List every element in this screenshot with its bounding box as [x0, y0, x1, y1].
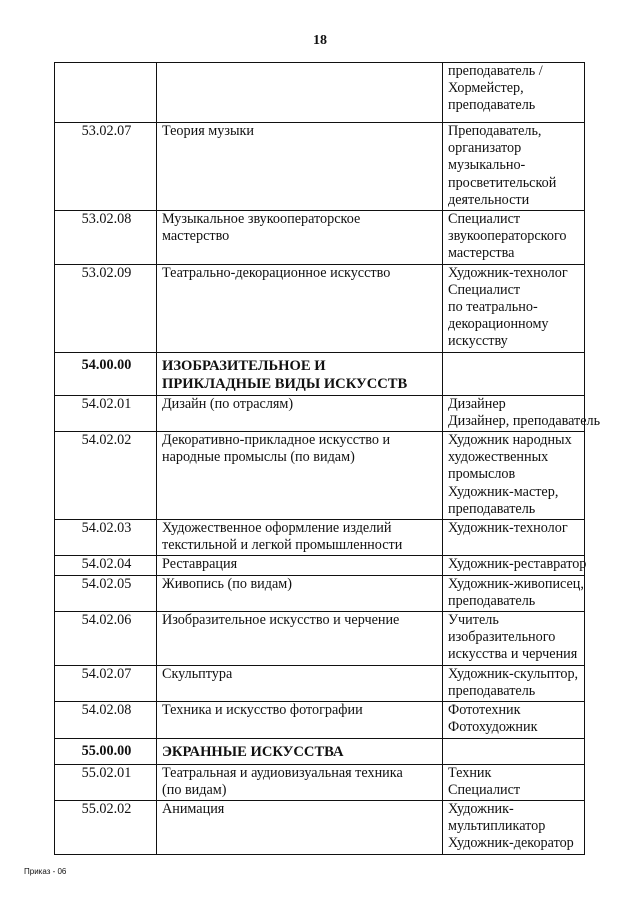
specialty-name-cell	[157, 702, 443, 738]
specialty-name-cell	[157, 432, 443, 520]
qualification-line: деятельности	[448, 191, 530, 208]
qualification-line: Художник-скульптор,	[448, 665, 579, 682]
qualification-cell	[443, 432, 585, 520]
specialty-name-line: (по видам)	[162, 781, 227, 798]
specialty-name-cell	[157, 612, 443, 666]
qualification-line: мастерства	[448, 245, 515, 262]
table-row	[55, 764, 585, 800]
qualification-line: Преподаватель,	[448, 123, 542, 139]
specialty-name-line: Техника и искусство фотографии	[162, 702, 363, 719]
specialty-code-cell: 53.02.08	[55, 211, 157, 265]
qualification-line: по театрально-	[448, 299, 538, 316]
specialty-name-line: Теория музыки	[162, 123, 254, 139]
qualification-line: Художник-реставратор	[448, 556, 587, 573]
qualification-cell	[443, 211, 585, 265]
specialty-code-cell: 54.02.01	[55, 395, 157, 431]
qualification-line: Фототехник	[448, 702, 521, 719]
table-row	[55, 211, 585, 265]
specialty-name-line: мастерство	[162, 228, 230, 245]
qualification-cell	[443, 395, 601, 431]
table-row	[55, 702, 585, 738]
specialty-name-cell	[157, 800, 443, 854]
qualification-cell	[443, 123, 585, 211]
table-group-row	[55, 352, 585, 395]
qualification-cell	[443, 612, 585, 666]
specialty-code-cell: 55.00.00	[55, 738, 157, 764]
specialty-name-cell	[157, 211, 443, 265]
qualification-line: Художник-технолог	[448, 520, 568, 537]
qualification-cell	[443, 556, 585, 575]
specialty-name-cell	[157, 352, 443, 395]
specialty-name-cell	[157, 665, 443, 701]
specialty-name-cell	[157, 264, 443, 352]
table-row	[55, 665, 585, 701]
qualification-line: Художник-	[448, 800, 514, 817]
qualification-line: Художник-декоратор	[448, 835, 574, 852]
specialty-name-line: Художественное оформление изделий	[162, 520, 392, 537]
qualification-line: преподаватель	[448, 500, 536, 517]
specialty-code-cell: 55.02.02	[55, 800, 157, 854]
specialty-name-line: Анимация	[162, 800, 225, 817]
page-number: 18	[313, 33, 327, 48]
specialty-name-cell	[157, 63, 443, 123]
qualification-line: Техник	[448, 764, 492, 781]
qualification-cell	[443, 764, 585, 800]
qualification-line: Художник-технолог	[448, 264, 568, 281]
qualification-line: Художник-живописец,	[448, 575, 584, 592]
specialty-name-line: Изобразительное искусство и черчение	[162, 612, 400, 629]
specialty-code-cell: 54.02.02	[55, 432, 157, 520]
qualification-line: мультипликатор	[448, 818, 546, 835]
qualification-line: художественных	[448, 449, 549, 466]
table-row	[55, 63, 585, 123]
specialty-code-cell: 53.02.07	[55, 123, 157, 211]
qualification-cell	[443, 63, 585, 123]
specialty-name-cell	[157, 395, 443, 431]
specialty-code-cell: 53.02.09	[55, 264, 157, 352]
qualification-cell	[443, 738, 585, 764]
qualification-cell	[443, 575, 585, 611]
specialty-name-cell	[157, 556, 443, 575]
qualification-line: Специалист	[448, 211, 521, 228]
table-row	[55, 123, 585, 211]
qualification-line: Специалист	[448, 781, 521, 798]
specialty-code-cell: 54.02.07	[55, 665, 157, 701]
table-row	[55, 432, 585, 520]
qualification-cell	[443, 800, 585, 854]
table-row	[55, 575, 585, 611]
specialty-name-line: Театрально-декорационное искусство	[162, 264, 391, 281]
table-group-row	[55, 738, 585, 764]
specialty-name-cell	[157, 575, 443, 611]
qualification-cell	[443, 702, 585, 738]
qualification-line: преподаватель /	[448, 63, 543, 79]
specialty-name-line: текстильной и легкой промышленности	[162, 537, 403, 554]
table-row	[55, 520, 585, 556]
qualification-line: Дизайнер	[448, 395, 506, 412]
specialty-code-cell: 54.02.08	[55, 702, 157, 738]
qualification-line: преподаватель	[448, 682, 536, 699]
qualification-line: просветительской	[448, 174, 557, 191]
specialty-code-cell: 54.02.06	[55, 612, 157, 666]
qualification-line: Дизайнер, преподаватель	[448, 412, 601, 429]
specialty-name-cell	[157, 738, 443, 764]
specialty-code-cell: 54.02.04	[55, 556, 157, 575]
qualification-line: Хормейстер,	[448, 80, 524, 97]
table-row	[55, 556, 585, 575]
table-row	[55, 264, 585, 352]
specialty-name-line: Дизайн (по отраслям)	[162, 395, 294, 412]
specialty-name-line: народные промыслы (по видам)	[162, 449, 355, 466]
qualification-cell	[443, 264, 585, 352]
specialty-name-line: ЭКРАННЫЕ ИСКУССТВА	[162, 743, 344, 760]
qualification-line: музыкально-	[448, 157, 526, 174]
specialty-name-line: Живопись (по видам)	[162, 575, 292, 592]
specialty-name-line: Скульптура	[162, 665, 233, 682]
specialty-name-cell	[157, 520, 443, 556]
qualification-line: Художник народных	[448, 432, 572, 449]
qualification-line: искусству	[448, 333, 508, 350]
qualification-line: Фотохудожник	[448, 719, 538, 736]
qualification-line: декорационному	[448, 316, 549, 333]
footer-note: Приказ - 06	[24, 867, 67, 876]
specialty-code-cell: 54.02.05	[55, 575, 157, 611]
specialties-table	[54, 62, 601, 855]
qualification-line: изобразительного	[448, 629, 556, 646]
qualification-line: звукооператорского	[448, 228, 567, 245]
table-row	[55, 800, 585, 854]
qualification-line: преподаватель	[448, 97, 536, 114]
specialty-name-line: ИЗОБРАЗИТЕЛЬНОЕ И	[162, 357, 326, 374]
specialty-name-line: Реставрация	[162, 556, 238, 573]
specialty-name-line: Театральная и аудиовизуальная техника	[162, 764, 403, 781]
qualification-cell	[443, 352, 585, 395]
specialty-name-line: ПРИКЛАДНЫЕ ВИДЫ ИСКУССТВ	[162, 375, 408, 392]
qualification-cell	[443, 520, 585, 556]
specialty-code-cell: 54.02.03	[55, 520, 157, 556]
specialty-code-cell: 55.02.01	[55, 764, 157, 800]
specialty-name-cell	[157, 123, 443, 211]
qualification-line: организатор	[448, 140, 522, 157]
table-row	[55, 395, 585, 431]
specialty-code-cell: 54.00.00	[55, 352, 157, 395]
specialty-name-cell	[157, 764, 443, 800]
qualification-line: преподаватель	[448, 592, 536, 609]
qualification-cell	[443, 665, 585, 701]
specialty-name-line: Музыкальное звукооператорское	[162, 211, 361, 228]
specialty-code-cell	[55, 63, 157, 123]
table-row	[55, 612, 585, 666]
qualification-line: искусства и черчения	[448, 646, 578, 663]
qualification-line: промыслов	[448, 466, 516, 483]
qualification-line: Художник-мастер,	[448, 483, 559, 500]
qualification-line: Учитель	[448, 612, 499, 629]
qualification-line: Специалист	[448, 281, 521, 298]
specialty-name-line: Декоративно-прикладное искусство и	[162, 432, 391, 449]
table-body	[55, 63, 601, 855]
